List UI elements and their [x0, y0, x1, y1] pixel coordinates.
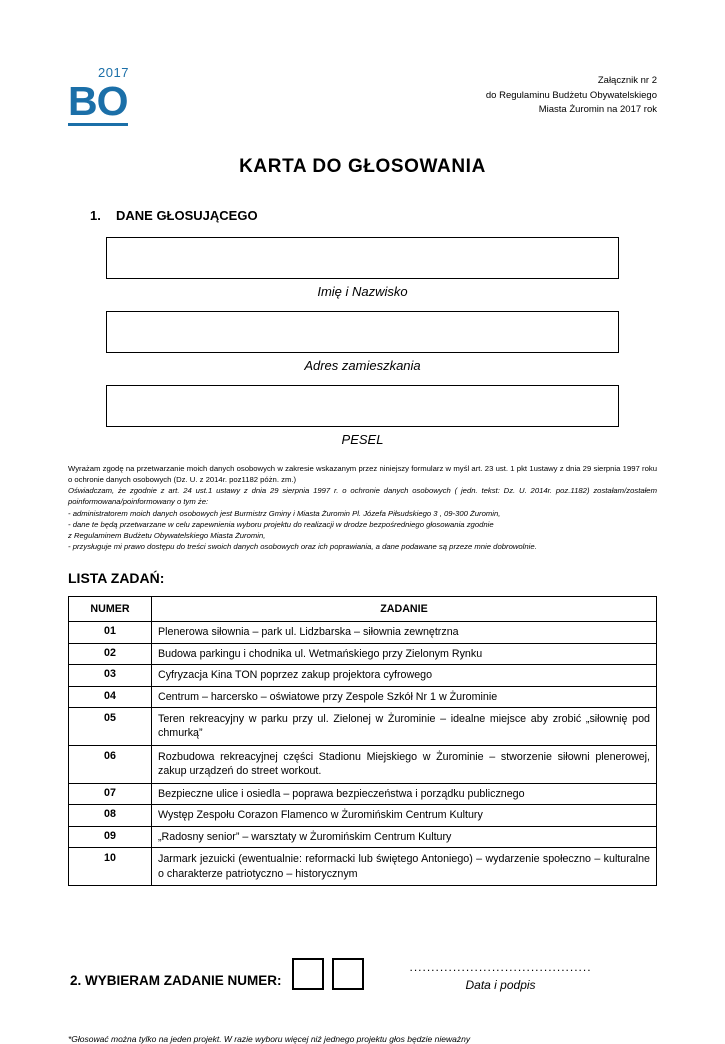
- row-description: Cyfryzacja Kina TON poprzez zakup projektora cyfrowego: [152, 665, 657, 686]
- bo-logo: [68, 60, 158, 126]
- field-group-address: [68, 311, 657, 373]
- pesel-input[interactable]: [106, 385, 619, 427]
- row-number: 09: [69, 826, 152, 847]
- choice-digit-1[interactable]: [292, 958, 324, 990]
- signature-area: [410, 961, 592, 992]
- choice-box-group: [292, 958, 364, 990]
- row-description: Bezpieczne ulice i osiedla – poprawa bezpieczeństwa i porządku publicznego: [152, 783, 657, 804]
- consent-line-5: z Regulaminem Budżetu Obywatelskiego Miasta Żuromin,: [68, 530, 266, 540]
- section-label: DANE GŁOSUJĄCEGO: [116, 208, 258, 223]
- header-line-2: do Regulaminu Budżetu Obywatelskiego: [485, 89, 657, 101]
- table-row[interactable]: [69, 805, 657, 826]
- row-number: 04: [69, 686, 152, 707]
- row-description: „Radosny senior” – warsztaty w Żuromińskim Centrum Kultury: [152, 826, 657, 847]
- table-row[interactable]: [69, 745, 657, 783]
- row-description: Teren rekreacyjny w parku przy ul. Zielonej w Żurominie – idealne miejsce aby zrobić „siłownię pod chmurką”: [152, 708, 657, 746]
- row-number: 05: [69, 708, 152, 746]
- footnote: *Głosować można tylko na jeden projekt. W razie wyboru więcej niż jednego projektu głos będzie nieważny: [68, 1033, 471, 1044]
- row-description: Budowa parkingu i chodnika ul. Wetmańskiego przy Zielonym Rynku: [152, 643, 657, 664]
- task-list-heading: LISTA ZADAŃ:: [68, 570, 165, 587]
- table-header-row: [69, 597, 657, 622]
- section-number: 1.: [90, 208, 101, 223]
- consent-line-1: Wyrażam zgodę na przetwarzanie moich danych osobowych w zakresie wskazanym przez niniejszy formularz w myśl art. 23 ust. 1 pkt 1ustawy z dnia 29 sierpnia 1997 roku o ochronie danych osobowych (Dz. U. z 2014r. poz1182 póżn. zm.): [68, 464, 657, 485]
- table-row[interactable]: [69, 686, 657, 707]
- choice-digit-2[interactable]: [332, 958, 364, 990]
- table-row[interactable]: [69, 622, 657, 643]
- header-line-1: Załącznik nr 2: [597, 75, 657, 86]
- header-reference: [486, 60, 657, 118]
- logo-year: 2017: [98, 65, 129, 80]
- name-caption: Imię i Nazwisko: [317, 284, 408, 299]
- table-row[interactable]: [69, 643, 657, 664]
- row-description: Plenerowa siłownia – park ul. Lidzbarska – siłownia zewnętrzna: [152, 622, 657, 643]
- signature-caption: Data i podpis: [465, 977, 536, 992]
- address-input[interactable]: [106, 311, 619, 353]
- header-zadanie: ZADANIE: [152, 597, 657, 622]
- row-number: 08: [69, 805, 152, 826]
- header-line-3: Miasta Żuromin na 2017 rok: [538, 104, 657, 116]
- logo-mark: BO: [68, 78, 128, 124]
- table-row[interactable]: [69, 826, 657, 847]
- row-number: 06: [69, 745, 152, 783]
- table-row[interactable]: [69, 848, 657, 886]
- table-row[interactable]: [69, 708, 657, 746]
- field-group-pesel: [68, 385, 657, 447]
- row-number: 07: [69, 783, 152, 804]
- row-description: Centrum – harcersko – oświatowe przy Zespole Szkół Nr 1 w Żurominie: [152, 686, 657, 707]
- consent-line-4: - dane te będą przetwarzane w celu zapewnienia wyboru projektu do realizacji w drodze bezpośredniego głosowania zgodnie: [68, 519, 494, 529]
- row-description: Jarmark jezuicki (ewentualnie: reformacki lub świętego Antoniego) – wydarzenie społeczno – kulturalne o charakterze patriotyczno – historycznym: [152, 848, 657, 886]
- row-description: Rozbudowa rekreacyjnej części Stadionu Miejskiego w Żurominie – stworzenie siłowni plenerowej, zakup urządzeń do street workout.: [152, 745, 657, 783]
- row-description: Występ Zespołu Corazon Flamenco w Żuromińskim Centrum Kultury: [152, 805, 657, 826]
- name-input[interactable]: [106, 237, 619, 279]
- field-group-name: [68, 237, 657, 299]
- consent-line-6: - przysługuje mi prawo dostępu do treści swoich danych osobowych oraz ich poprawiania, a dane podawane są przeze mnie dobrowolnie.: [68, 542, 537, 552]
- page-title: KARTA DO GŁOSOWANIA: [239, 156, 486, 177]
- consent-line-2: Oświadczam, że zgodnie z art. 24 ust.1 ustawy z dnia 29 sierpnia 1997 r. o ochronie danych osobowych ( jedn. tekst: Dz. U. 2014r. poz.1182) zostałam/zostałem poinformowana/poinformowany o tym że:: [68, 486, 657, 507]
- table-row[interactable]: [69, 665, 657, 686]
- consent-text: [68, 463, 657, 552]
- choice-label: 2. WYBIERAM ZADANIE NUMER:: [70, 972, 282, 988]
- choice-section: [68, 958, 657, 992]
- pesel-caption: PESEL: [341, 432, 384, 447]
- row-number: 02: [69, 643, 152, 664]
- row-number: 01: [69, 622, 152, 643]
- document-header: [68, 60, 657, 126]
- section-voter-data-heading: [90, 208, 657, 223]
- row-number: 03: [69, 665, 152, 686]
- consent-line-3: - administratorem moich danych osobowych jest Burmistrz Gminy i Miasta Żuromin Pl. Józefa Piłsudskiego 3 , 09-300 Żuromin,: [68, 508, 501, 518]
- table-row[interactable]: [69, 783, 657, 804]
- tasks-table: [68, 596, 657, 886]
- signature-line[interactable]: ..........................................: [409, 959, 592, 974]
- address-caption: Adres zamieszkania: [304, 358, 421, 373]
- header-numer: NUMER: [69, 597, 152, 622]
- row-number: 10: [69, 848, 152, 886]
